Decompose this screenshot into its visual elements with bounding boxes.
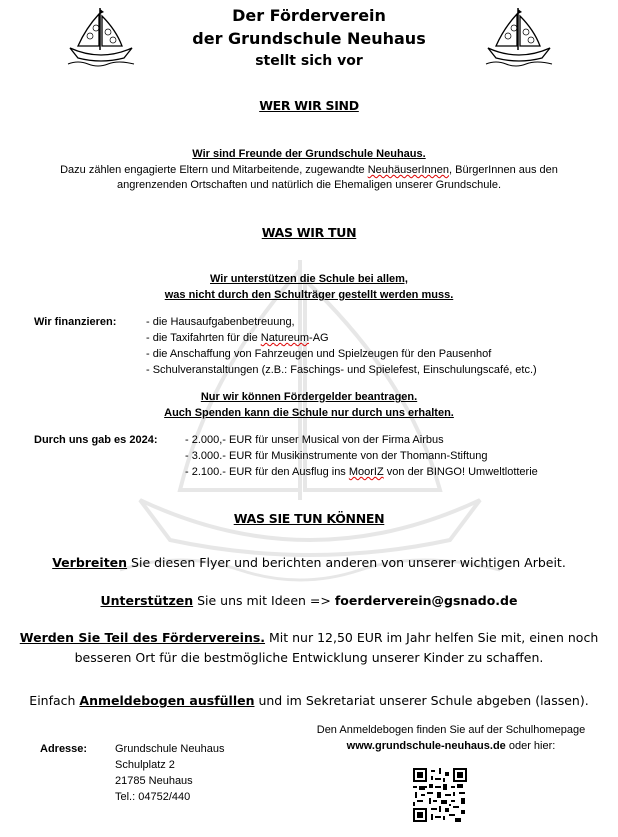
qr-code-icon[interactable] bbox=[413, 768, 467, 822]
header-title-line1: Der Förderverein bbox=[232, 6, 386, 25]
wer-wir-sind-text-line1: Dazu zählen engagierte Eltern und Mitarbeitende, zugewandte NeuhäuserInnen, BürgerInnen aus den bbox=[60, 164, 558, 176]
address-line: Schulplatz 2 bbox=[115, 759, 175, 771]
funding-note2: Auch Spenden kann die Schule nur durch uns erhalten. bbox=[164, 407, 454, 419]
header-title-line2: der Grundschule Neuhaus bbox=[192, 29, 426, 48]
address-label: Adresse: bbox=[40, 743, 88, 755]
was-wir-tun-lead1: Wir unterstützen die Schule bei allem, bbox=[210, 273, 408, 285]
support-text: Unterstützen Sie uns mit Ideen => foerderverein@gsnado.de bbox=[100, 593, 518, 608]
address-line: 21785 Neuhaus bbox=[115, 775, 193, 787]
section-heading-was-wir-tun: WAS WIR TUN bbox=[261, 225, 357, 240]
wer-wir-sind-text-line2: angrenzenden Ortschaften und natürlich die Ehemaligen unserer Grundschule. bbox=[116, 179, 502, 191]
header-title-line3: stellt sich vor bbox=[255, 53, 363, 69]
spread-flyer-text: Verbreiten Sie diesen Flyer und berichten anderen von unserer wichtigen Arbeit. bbox=[52, 555, 566, 570]
address-line: Tel.: 04752/440 bbox=[115, 791, 191, 803]
section-heading-wer-wir-sind: WER WIR SIND bbox=[259, 98, 359, 113]
donation-item: - 3.000.- EUR für Musikinstrumente von der Thomann-Stiftung bbox=[185, 450, 488, 462]
finance-item: - die Taxifahrten für die Natureum-AG bbox=[146, 332, 329, 344]
membership-text-line2: besseren Ort für die bestmögliche Entwicklung unserer Kinder zu schaffen. bbox=[74, 650, 544, 665]
registration-text: Einfach Anmeldebogen ausfüllen und im Sekretariat unserer Schule abgeben (lassen). bbox=[29, 693, 589, 708]
finance-item: - die Anschaffung von Fahrzeugen und Spielzeugen für den Pausenhof bbox=[146, 348, 492, 360]
finance-item: - Schulveranstaltungen (z.B.: Faschings- und Spielefest, Einschulungscafé, etc.) bbox=[146, 364, 537, 376]
membership-text-line1: Werden Sie Teil des Fördervereins. Mit nur 12,50 EUR im Jahr helfen Sie mit, einen noch bbox=[19, 630, 599, 645]
section-heading-was-sie-tun: WAS SIE TUN KÖNNEN bbox=[233, 511, 385, 526]
wer-wir-sind-lead: Wir sind Freunde der Grundschule Neuhaus. bbox=[192, 148, 426, 160]
was-wir-tun-lead2: was nicht durch den Schulträger gestellt werden muss. bbox=[164, 289, 454, 301]
donation-label: Durch uns gab es 2024: bbox=[34, 434, 158, 446]
form-info-line1: Den Anmeldebogen finden Sie auf der Schulhomepage bbox=[316, 724, 586, 736]
school-homepage-link[interactable]: www.grundschule-neuhaus.de bbox=[346, 740, 506, 752]
finance-item: - die Hausaufgabenbetreuung, bbox=[146, 316, 295, 328]
funding-note1: Nur wir können Fördergelder beantragen. bbox=[200, 391, 418, 403]
form-info-line2: www.grundschule-neuhaus.de oder hier: bbox=[346, 740, 556, 752]
donation-item: - 2.100.- EUR für den Ausflug ins MoorIZ von der BINGO! Umweltlotterie bbox=[185, 466, 538, 478]
address-line: Grundschule Neuhaus bbox=[115, 743, 225, 755]
finance-label: Wir finanzieren: bbox=[34, 316, 117, 328]
email-address: foerderverein@gsnado.de bbox=[334, 593, 518, 608]
donation-item: - 2.000,- EUR für unser Musical von der Firma Airbus bbox=[185, 434, 444, 446]
